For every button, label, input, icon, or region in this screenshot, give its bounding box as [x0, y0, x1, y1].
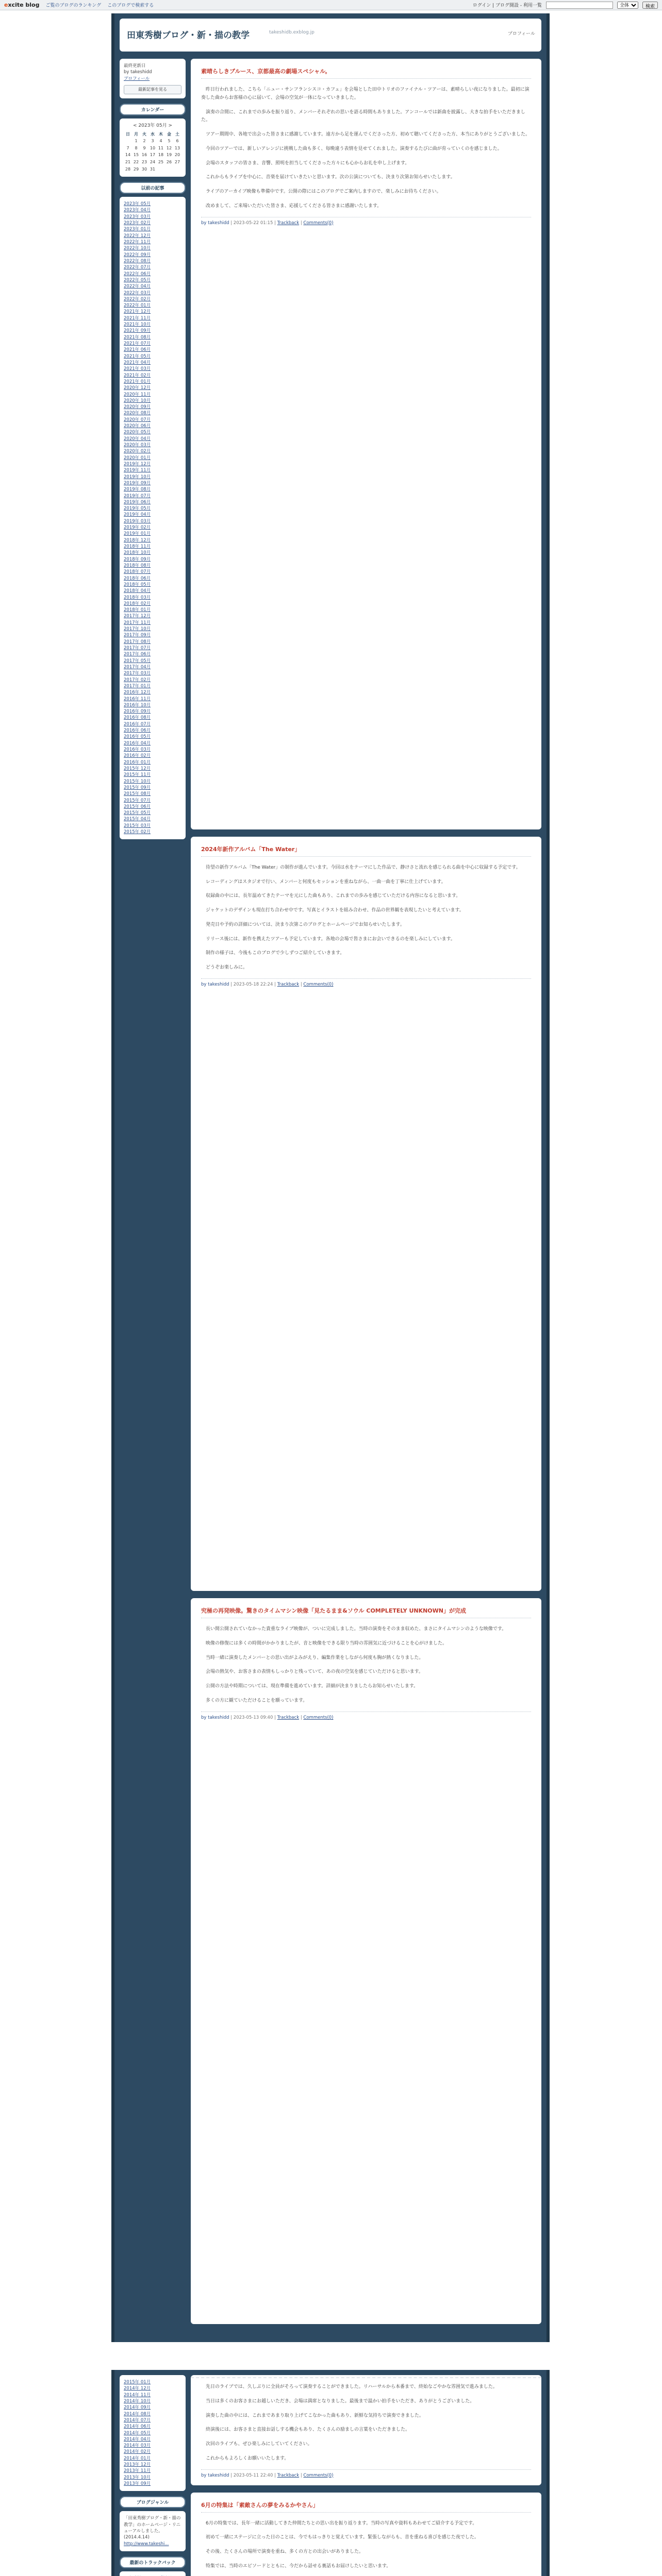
calendar-week	[124, 166, 181, 173]
post-date: 2023-05-13 09:40	[233, 1715, 273, 1720]
archive-link[interactable]: 2015年 08月	[124, 791, 151, 797]
post-paragraph: ライブのアーカイブ映像も準備中です。公開の際にはこのブログでご案内しますので、楽しみにお待ちください。	[206, 189, 441, 194]
calendar-day[interactable]: 27	[174, 159, 180, 164]
archive-link[interactable]: 2020年 04月	[124, 436, 151, 442]
archive-link[interactable]: 2016年 09月	[124, 709, 151, 715]
page-frame-top	[111, 13, 550, 2342]
calendar-weekday: 金	[167, 131, 171, 137]
archive-link[interactable]: 2013年 11月	[124, 2468, 151, 2474]
archive-link[interactable]: 2015年 01月	[124, 2380, 151, 2385]
archive-link[interactable]: 2023年 04月	[124, 208, 151, 213]
archive-link[interactable]: 2014年 06月	[124, 2424, 151, 2430]
search-button[interactable]: 検索	[642, 2, 658, 9]
trackback-link[interactable]: Trackback	[277, 2472, 300, 2478]
post-author[interactable]: by takeshidd	[201, 220, 229, 226]
calendar-day	[165, 166, 173, 173]
archive-link[interactable]: 2020年 02月	[124, 449, 151, 454]
recent-box	[120, 2571, 186, 2576]
post-title[interactable]: 素晴らしきブルース、京都最高の劇場スペシャル。	[201, 67, 531, 79]
archive-link[interactable]: 2019年 05月	[124, 506, 151, 512]
calendar-weekday: 水	[151, 131, 155, 137]
post-paragraph: リリース後には、新作を携えたツアーも予定しています。各地の会場で皆さまにお会いできるのを楽しみにしています。	[206, 936, 455, 942]
archive-link[interactable]: 2022年 01月	[124, 303, 151, 309]
archive-link[interactable]: 2016年 08月	[124, 715, 151, 721]
trackback-link[interactable]: Trackback	[277, 1715, 300, 1720]
calendar-day[interactable]: 30	[141, 166, 147, 172]
calendar-day[interactable]: 24	[150, 159, 156, 164]
archive-link[interactable]: 2014年 12月	[124, 2386, 151, 2392]
calendar-day[interactable]: 14	[125, 152, 131, 158]
archive-link[interactable]: 2019年 10月	[124, 474, 151, 480]
blog-search-link[interactable]: このブログで検索する	[107, 3, 154, 8]
archive-link[interactable]: 2016年 04月	[124, 740, 151, 746]
archive-link[interactable]: 2015年 07月	[124, 798, 151, 803]
calendar-day[interactable]: 21	[125, 159, 131, 164]
blog-title[interactable]: 田東秀樹ブログ・新・描の教学	[127, 30, 250, 41]
archive-link[interactable]: 2017年 04月	[124, 664, 151, 670]
calendar-day[interactable]: 2	[143, 139, 146, 144]
post-body	[201, 2520, 531, 2576]
archive-link[interactable]: 2015年 12月	[124, 766, 151, 771]
archive-link[interactable]: 2018年 11月	[124, 544, 151, 550]
archive-link[interactable]: 2022年 06月	[124, 271, 151, 277]
archive-link[interactable]: 2019年 07月	[124, 493, 151, 499]
calendar-day[interactable]: 16	[141, 152, 147, 158]
archive-link[interactable]: 2022年 02月	[124, 296, 151, 302]
post-paragraph: 終演後には、お客さまと直接お話しする機会もあり、たくさんの励ましの言葉をいただきました。	[206, 2427, 410, 2433]
archive-link[interactable]: 2014年 03月	[124, 2443, 151, 2449]
archive-link[interactable]: 2018年 04月	[124, 588, 151, 594]
calendar-day[interactable]: 28	[125, 166, 131, 172]
calendar-day	[157, 166, 165, 173]
comments-link[interactable]: Comments(0)	[303, 981, 334, 987]
archive-box-continued	[120, 2375, 186, 2491]
main-column	[191, 59, 541, 2331]
archive-link[interactable]: 2021年 02月	[124, 372, 151, 378]
archive-link[interactable]: 2014年 04月	[124, 2436, 151, 2442]
calendar-month[interactable]: < 2023年 05月 >	[133, 123, 173, 128]
post-paragraph: ツアー期間中、各地で出会った皆さまに感謝しています。遠方から足を運んでくださった方、初めて聴いてくださった方、本当にありがとうございました。	[206, 132, 531, 137]
archive-link[interactable]: 2021年 03月	[124, 366, 151, 372]
archive-link[interactable]: 2017年 02月	[124, 677, 151, 683]
calendar-day[interactable]: 13	[174, 145, 180, 150]
calendar-day[interactable]: 17	[150, 152, 156, 158]
calendar-day[interactable]: 25	[158, 159, 164, 164]
archive-link[interactable]: 2022年 08月	[124, 258, 151, 264]
post-body	[201, 864, 531, 972]
archive-link[interactable]: 2015年 04月	[124, 817, 151, 822]
calendar-week	[124, 151, 181, 159]
archive-link[interactable]: 2020年 08月	[124, 411, 151, 416]
logo-prefix: e	[4, 2, 8, 8]
archive-link[interactable]: 2021年 09月	[124, 328, 151, 334]
post-paragraph: 初めて一緒にステージに立った日のことは、今でもはっきりと覚えています。緊張しながらも、音を重ねる喜びを感じた夜でした。	[206, 2535, 479, 2540]
calendar-week	[124, 159, 181, 166]
archive-link[interactable]: 2020年 11月	[124, 392, 151, 397]
sidebar-continued	[120, 2375, 186, 2576]
archive-link[interactable]: 2018年 02月	[124, 601, 151, 606]
sidebar	[120, 59, 186, 844]
post-date: 2023-05-11 22:40	[233, 2472, 273, 2478]
archive-link[interactable]: 2022年 04月	[124, 284, 151, 290]
post-paragraph: その後、たくさんの場所で演奏を重ね、多くの方との出会いがありました。	[206, 2549, 364, 2554]
post-paragraph: 多くの方に観ていただけることを願っています。	[206, 1698, 308, 1703]
post-meta: by takeshidd | 2023-05-22 01:15 | Trackback | Comments(0)	[201, 217, 531, 226]
archive-link[interactable]: 2020年 05月	[124, 430, 151, 435]
comments-link[interactable]: Comments(0)	[303, 220, 334, 226]
post-body	[201, 2383, 531, 2463]
calendar-box	[120, 118, 186, 177]
profile-box	[120, 59, 186, 98]
archive-link[interactable]: 2020年 03月	[124, 443, 151, 448]
post-paragraph: 6月の特集では、長年一緒に活動してきた仲間たちとの思い出を振り返ります。当時の写真や資料もあわせてご紹介する予定です。	[206, 2520, 477, 2526]
archive-link[interactable]: 2013年 12月	[124, 2462, 151, 2468]
post-paragraph: 特集では、当時のエピソードとともに、今だから話せる裏話もお届けしたいと思います。	[206, 2563, 391, 2569]
archive-link[interactable]: 2014年 09月	[124, 2405, 151, 2411]
calendar-day[interactable]: 22	[133, 159, 139, 164]
calendar-day[interactable]: 10	[150, 145, 156, 150]
archive-link[interactable]: 2018年 07月	[124, 569, 151, 575]
post-paragraph: 先日のライブでは、久しぶりに全員がそろって演奏することができました。リハーサルから本番まで、終始なごやかな雰囲気で進みました。	[206, 2384, 498, 2389]
archive-link[interactable]: 2018年 12月	[124, 537, 151, 543]
notice-heading: ブログジャンル	[120, 2496, 186, 2508]
archive-link[interactable]: 2023年 02月	[124, 221, 151, 226]
archive-link[interactable]: 2016年 06月	[124, 728, 151, 734]
archive-heading: 以前の記事	[120, 182, 186, 194]
post-meta: by takeshidd | 2023-05-13 09:40 | Trackback | Comments(0)	[201, 1711, 531, 1720]
topbar-right	[473, 2, 658, 9]
post-paragraph: 公開の方法や時期については、現在準備を進めています。詳細が決まりましたらお知らせいたします。	[206, 1684, 419, 1689]
archive-link[interactable]: 2019年 03月	[124, 518, 151, 524]
archive-link[interactable]: 2020年 06月	[124, 423, 151, 429]
archive-link[interactable]: 2014年 05月	[124, 2430, 151, 2436]
archive-link[interactable]: 2018年 10月	[124, 550, 151, 556]
archive-link[interactable]: 2019年 08月	[124, 487, 151, 493]
calendar-weekday: 火	[142, 131, 146, 137]
archive-link[interactable]: 2023年 03月	[124, 214, 151, 219]
archive-link[interactable]: 2021年 04月	[124, 360, 151, 365]
post-paragraph: 発売日や予約の詳細については、決まり次第このブログとホームページでお知らせいたします。	[206, 922, 405, 927]
archive-link[interactable]: 2013年 09月	[124, 2481, 151, 2486]
post-paragraph: 改めまして、ご来場いただいた皆さま、応援してくださる皆さまに感謝いたします。	[206, 203, 382, 209]
archive-link[interactable]: 2018年 08月	[124, 563, 151, 568]
archive-box	[120, 197, 186, 839]
search-scope-select[interactable]	[617, 2, 638, 9]
archive-link[interactable]: 2017年 07月	[124, 646, 151, 651]
post-meta: by takeshidd | 2023-05-11 22:40 | Trackback | Comments(0)	[201, 2469, 531, 2478]
archive-link[interactable]: 2013年 10月	[124, 2475, 151, 2480]
archive-link[interactable]: 2021年 05月	[124, 353, 151, 359]
calendar-day[interactable]: 15	[133, 152, 139, 158]
calendar-day[interactable]: 1	[135, 139, 138, 144]
blog-post	[191, 837, 541, 1591]
calendar-weekday: 土	[175, 131, 179, 137]
archive-link[interactable]: 2016年 07月	[124, 721, 151, 727]
archive-link[interactable]: 2021年 08月	[124, 334, 151, 340]
archive-link[interactable]: 2015年 05月	[124, 810, 151, 816]
calendar-day	[173, 166, 181, 173]
calendar-day[interactable]: 19	[166, 152, 172, 158]
archive-link[interactable]: 2021年 11月	[124, 315, 151, 321]
post-paragraph: 長い間公開されていなかった貴重なライブ映像が、ついに完成しました。当時の演奏をそのまま収めた、まさにタイムマシンのような映像です。	[206, 1626, 507, 1632]
archive-link[interactable]: 2014年 10月	[124, 2398, 151, 2404]
comments-link[interactable]: Comments(0)	[303, 2472, 334, 2478]
excite-logo[interactable]	[4, 2, 39, 8]
post-author[interactable]: by takeshidd	[201, 1715, 229, 1720]
logo-suffix: xcite blog	[8, 2, 40, 8]
trackback-link[interactable]: Trackback	[277, 981, 300, 987]
calendar-day[interactable]: 6	[176, 139, 179, 144]
archive-link[interactable]: 2017年 08月	[124, 639, 151, 645]
archive-link[interactable]: 2015年 02月	[124, 829, 151, 835]
archive-link[interactable]: 2016年 12月	[124, 690, 151, 696]
archive-link[interactable]: 2020年 07月	[124, 417, 151, 422]
calendar-day[interactable]: 4	[159, 139, 162, 144]
recent-heading: 最新のトラックバック	[120, 2556, 186, 2568]
calendar-week	[124, 138, 181, 145]
post-paragraph: 当日は多くのお客さまにお越しいただき、会場は満席となりました。最後まで温かい拍手をいただき、ありがとうございました。	[206, 2398, 475, 2404]
search-input[interactable]	[546, 2, 613, 9]
archive-link[interactable]: 2017年 12月	[124, 614, 151, 619]
post-paragraph: これからもよろしくお願いいたします。	[206, 2455, 289, 2461]
post-body	[201, 86, 531, 211]
archive-link[interactable]: 2021年 06月	[124, 347, 151, 353]
archive-link[interactable]: 2019年 12月	[124, 461, 151, 467]
archive-link[interactable]: 2016年 01月	[124, 759, 151, 765]
calendar-day[interactable]: 26	[166, 159, 172, 164]
archive-link[interactable]: 2020年 12月	[124, 385, 151, 391]
archive-link[interactable]: 2021年 10月	[124, 322, 151, 328]
post-author[interactable]: by takeshidd	[201, 2472, 229, 2478]
post-author[interactable]: by takeshidd	[201, 981, 229, 987]
profile-line-1: 最終更新日	[124, 63, 146, 69]
blog-post	[191, 2493, 541, 2576]
post-paragraph: 映像の修復には多くの時間がかかりましたが、音と映像をできる限り当時の雰囲気に近づけることを心がけました。	[206, 1640, 448, 1646]
archive-link[interactable]: 2014年 08月	[124, 2411, 151, 2417]
top-bar	[0, 0, 662, 10]
calendar-weekday: 木	[159, 131, 163, 137]
archive-link[interactable]: 2023年 01月	[124, 227, 151, 232]
trackback-link[interactable]: Trackback	[277, 220, 300, 226]
archive-link[interactable]: 2022年 11月	[124, 240, 151, 245]
blog-post	[191, 59, 541, 829]
archive-link[interactable]: 2022年 12月	[124, 233, 151, 239]
blog-header	[120, 19, 541, 52]
archive-link[interactable]: 2016年 10月	[124, 702, 151, 708]
archive-link[interactable]: 2015年 03月	[124, 823, 151, 828]
archive-link[interactable]: 2019年 09月	[124, 480, 151, 486]
archive-link[interactable]: 2022年 03月	[124, 290, 151, 296]
blog-post	[191, 1598, 541, 2324]
archive-link[interactable]: 2020年 01月	[124, 455, 151, 461]
post-paragraph: 今回のツアーでは、新しいアレンジに挑戦した曲も多く、毎晩違う表情を見せてくれました。演奏するたびに曲が育っていくのを感じました。	[206, 146, 502, 151]
post-title[interactable]: 6月の特集は「素敵さんの夢をみるかやさん」	[201, 2501, 531, 2513]
latest-posts-button[interactable]: 最新記事を見る	[124, 85, 181, 94]
archive-link[interactable]: 2016年 03月	[124, 747, 151, 753]
archive-link[interactable]: 2017年 11月	[124, 620, 151, 625]
post-paragraph: 会場のスタッフの皆さま、音響、照明を担当してくださった方々にも心からお礼を申し上げます。	[206, 160, 410, 166]
archive-link[interactable]: 2021年 07月	[124, 341, 151, 347]
archive-link[interactable]: 2016年 05月	[124, 734, 151, 740]
archive-link[interactable]: 2023年 05月	[124, 201, 151, 207]
calendar-day[interactable]: 9	[143, 145, 146, 150]
post-date: 2023-05-22 01:15	[233, 220, 273, 226]
archive-link[interactable]: 2021年 12月	[124, 309, 151, 315]
blog-post	[191, 2375, 541, 2485]
calendar-day[interactable]: 18	[158, 152, 164, 158]
post-top-divider	[191, 2377, 541, 2378]
calendar-day[interactable]: 5	[168, 139, 171, 144]
archive-link[interactable]: 2019年 04月	[124, 512, 151, 518]
archive-link[interactable]: 2021年 01月	[124, 379, 151, 384]
post-paragraph: 次回のライブも、ぜひ楽しみにしていてください。	[206, 2442, 312, 2447]
archive-link[interactable]: 2018年 03月	[124, 595, 151, 600]
archive-link[interactable]: 2018年 09月	[124, 556, 151, 562]
post-title[interactable]: 2024年新作アルバム「The Water」	[201, 845, 531, 857]
notice-link[interactable]: http://www.takeshi...	[124, 2541, 169, 2547]
post-paragraph: 収録曲の中には、長年温めてきたテーマを元にした曲もあり、これまでの歩みを感じていただける内容になると思います。	[206, 893, 461, 899]
archive-link[interactable]: 2017年 01月	[124, 683, 151, 689]
calendar-day[interactable]: 8	[135, 145, 138, 150]
calendar-heading: カレンダー	[120, 104, 186, 115]
calendar-day[interactable]: 20	[174, 152, 180, 158]
calendar-day[interactable]: 23	[141, 159, 147, 164]
archive-link[interactable]: 2022年 05月	[124, 277, 151, 283]
archive-link[interactable]: 2015年 09月	[124, 785, 151, 790]
notice-text: 「田東秀樹ブログ・新・描の教学」のホームページ・リニューアルしました。(2014.4.14)	[124, 2516, 181, 2540]
archive-link[interactable]: 2019年 01月	[124, 531, 151, 537]
notice-box	[120, 2511, 186, 2551]
main-column-continued	[191, 2375, 541, 2576]
archive-link[interactable]: 2017年 03月	[124, 671, 151, 676]
calendar-day	[124, 138, 132, 145]
archive-link[interactable]: 2020年 10月	[124, 398, 151, 403]
post-paragraph: 演奏の合間に、これまでの歩みを振り返り、メンバーそれぞれの思いを語る時間もありました。アンコールでは新曲を披露し、大きな拍手をいただきました。	[201, 109, 525, 123]
archive-link[interactable]: 2022年 09月	[124, 252, 151, 258]
archive-link[interactable]: 2019年 11月	[124, 468, 151, 473]
login-links[interactable]: ログイン | ブログ開設 - 利用一覧	[472, 3, 542, 8]
calendar-table	[124, 131, 181, 173]
post-paragraph: レコーディングはスタジオで行い、メンバーと何度もセッションを重ねながら、一曲一曲を丁寧に仕上げています。	[206, 879, 446, 885]
profile-link[interactable]: プロフィール	[507, 31, 535, 37]
profile-line-2: by takeshidd	[124, 70, 152, 75]
archive-link[interactable]: 2019年 02月	[124, 525, 151, 531]
archive-link[interactable]: 2017年 05月	[124, 658, 151, 664]
archive-link[interactable]: 2019年 06月	[124, 499, 151, 505]
calendar-day[interactable]: 7	[126, 145, 129, 150]
archive-link[interactable]: 2018年 01月	[124, 607, 151, 613]
calendar-weekday: 月	[134, 131, 138, 137]
calendar-weekday: 日	[126, 131, 130, 137]
calendar-day[interactable]: 11	[158, 145, 164, 150]
comments-link[interactable]: Comments(0)	[303, 1715, 334, 1720]
post-meta: by takeshidd | 2023-05-18 22:24 | Trackback | Comments(0)	[201, 978, 531, 987]
archive-link[interactable]: 2020年 09月	[124, 404, 151, 410]
archive-link[interactable]: 2017年 06月	[124, 652, 151, 657]
post-paragraph: ジャケットのデザインも現在打ち合わせ中です。写真とイラストを組み合わせ、作品の世界観を表現したいと考えています。	[206, 908, 464, 913]
blog-url: takeshidb.exblog.jp	[269, 30, 315, 35]
post-paragraph: 会場の熱気や、お客さまの表情もしっかりと残っていて、あの夜の空気を感じていただけると思います。	[206, 1669, 423, 1675]
archive-link[interactable]: 2017年 10月	[124, 626, 151, 632]
archive-link[interactable]: 2015年 10月	[124, 778, 151, 784]
ranking-link[interactable]: ご覧のブログのランキング	[45, 3, 102, 8]
archive-link[interactable]: 2015年 06月	[124, 804, 151, 809]
post-paragraph: 制作の様子は、今後もこのブログで少しずつご紹介していきます。	[206, 951, 345, 956]
archive-link[interactable]: 2016年 11月	[124, 696, 151, 702]
calendar-day[interactable]: 31	[150, 166, 156, 172]
archive-link[interactable]: 2017年 09月	[124, 633, 151, 638]
calendar-week	[124, 145, 181, 152]
post-paragraph: 演奏した曲の中には、これまであまり取り上げてこなかった曲もあり、新鮮な気持ちで演奏できました。	[206, 2413, 424, 2418]
post-paragraph: 昨日行われました、こちら「ニュー・サンフランシスコ・カフェ」を会場とした田中トリオのファイナル・ツアーは、素晴らしい夜になりました。最初に演奏した曲からお客様の心に届いて、会場の空気が一体になっていきました。	[201, 87, 529, 100]
post-date: 2023-05-18 22:24	[233, 981, 273, 987]
post-paragraph: どうぞお楽しみに。	[206, 965, 248, 971]
calendar-day[interactable]: 3	[151, 139, 154, 144]
post-body	[201, 1625, 531, 1705]
archive-link[interactable]: 2018年 06月	[124, 575, 151, 581]
archive-link[interactable]: 2015年 11月	[124, 772, 151, 778]
profile-line-3[interactable]: プロフィール	[124, 76, 150, 81]
archive-link[interactable]: 2022年 07月	[124, 265, 151, 270]
page-frame-bottom	[111, 2370, 550, 2576]
archive-link[interactable]: 2014年 11月	[124, 2392, 151, 2398]
archive-link[interactable]: 2014年 02月	[124, 2449, 151, 2455]
archive-link[interactable]: 2018年 05月	[124, 582, 151, 587]
post-paragraph: 当時一緒に演奏したメンバーとの思い出がよみがえり、編集作業をしながら何度も胸が熱くなりました。	[206, 1655, 424, 1660]
post-paragraph: これからもライブを中心に、音楽を届けていきたいと思います。次の公演についても、決まり次第お知らせいたします。	[206, 175, 455, 180]
archive-link[interactable]: 2022年 10月	[124, 246, 151, 251]
calendar-day[interactable]: 29	[133, 166, 139, 172]
post-title[interactable]: 究極の再発映像。驚きのタイムマシン映像「見たるまま&ソウル COMPLETELY UNKNOWN」が完成	[201, 1606, 531, 1618]
archive-link[interactable]: 2014年 01月	[124, 2455, 151, 2461]
archive-link[interactable]: 2016年 02月	[124, 753, 151, 759]
archive-link[interactable]: 2014年 07月	[124, 2417, 151, 2423]
calendar-day[interactable]: 12	[166, 145, 172, 150]
post-paragraph: 待望の新作アルバム「The Water」の制作が進んでいます。今回は水をテーマにした作品で、静けさと流れを感じられる曲を中心に収録する予定です。	[206, 865, 521, 870]
